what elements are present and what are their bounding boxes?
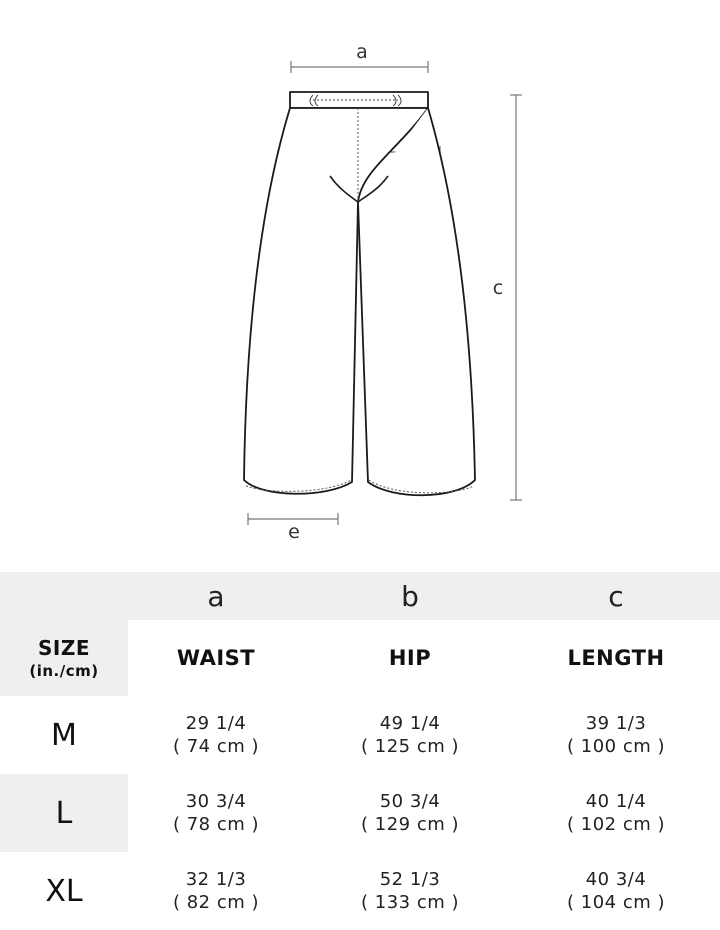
size-header-title: SIZE xyxy=(37,636,90,660)
column-header-waist: WAIST xyxy=(176,646,256,670)
value-in: 32 1/3 xyxy=(185,869,247,890)
value-in: 49 1/4 xyxy=(379,713,441,734)
row-size-l: L xyxy=(0,774,128,852)
size-header-unit: (in./cm) xyxy=(29,662,99,680)
value-in: 40 3/4 xyxy=(585,869,647,890)
table-cell-l-waist xyxy=(128,774,304,852)
table-cell-xl-length xyxy=(526,852,706,930)
table-cell-xl-hip xyxy=(322,852,498,930)
value-cm: ( 129 cm ) xyxy=(361,814,459,835)
value-cm: ( 82 cm ) xyxy=(172,892,260,913)
row-size-m: M xyxy=(51,717,77,753)
column-header-length: LENGTH xyxy=(567,646,665,670)
size-table xyxy=(0,572,720,930)
pants-outline xyxy=(244,92,475,495)
column-header-hip: HIP xyxy=(388,646,432,670)
value-cm: ( 104 cm ) xyxy=(567,892,665,913)
value-in: 52 1/3 xyxy=(379,869,441,890)
value-cm: ( 102 cm ) xyxy=(567,814,665,835)
column-letter-b: b xyxy=(401,579,419,613)
table-cell-m-length xyxy=(526,696,706,774)
value-in: 29 1/4 xyxy=(185,713,247,734)
value-in: 40 1/4 xyxy=(585,791,647,812)
dimension-e-label: e xyxy=(288,521,300,543)
dimension-c xyxy=(510,95,522,500)
value-in: 30 3/4 xyxy=(185,791,247,812)
table-cell-l-length xyxy=(526,774,706,852)
dimension-c-label: c xyxy=(492,277,504,299)
table-cell-m-hip xyxy=(322,696,498,774)
value-in: 50 3/4 xyxy=(379,791,441,812)
column-letter-a: a xyxy=(207,579,225,613)
value-cm: ( 78 cm ) xyxy=(172,814,260,835)
table-cell-l-hip xyxy=(322,774,498,852)
size-header-cell xyxy=(0,620,128,696)
dimension-a-label: a xyxy=(356,41,368,63)
column-letter-c: c xyxy=(608,579,624,613)
row-size-xl: XL xyxy=(45,873,83,909)
value-in: 39 1/3 xyxy=(585,713,647,734)
table-cell-m-waist xyxy=(128,696,304,774)
value-cm: ( 100 cm ) xyxy=(567,736,665,757)
value-cm: ( 125 cm ) xyxy=(361,736,459,757)
value-cm: ( 74 cm ) xyxy=(172,736,260,757)
value-cm: ( 133 cm ) xyxy=(361,892,459,913)
table-cell-xl-waist xyxy=(128,852,304,930)
